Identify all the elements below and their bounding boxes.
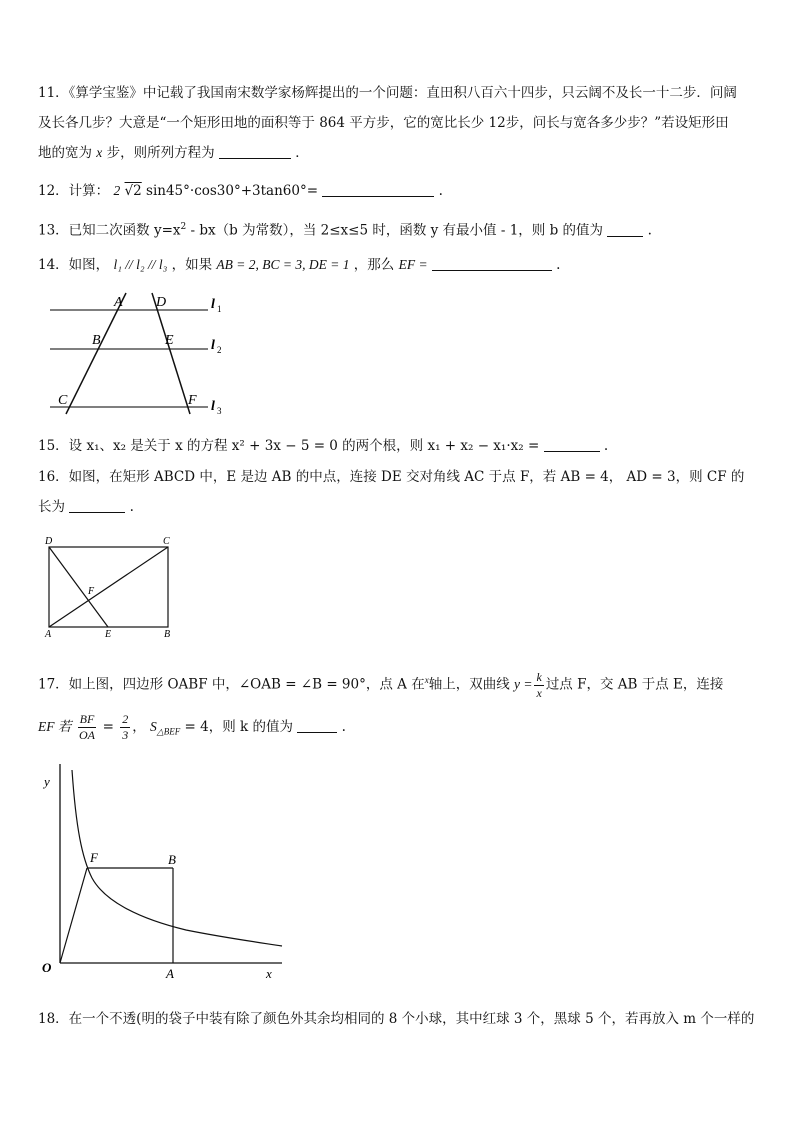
q14-text: . bbox=[556, 257, 561, 273]
q17-equals: = bbox=[102, 718, 114, 735]
q14-parallel: l₁ // l₂ // l₃ bbox=[113, 257, 168, 272]
question-12 bbox=[38, 176, 758, 206]
segment-de bbox=[49, 547, 108, 627]
q12-text: 12．计算： bbox=[38, 183, 110, 199]
denominator-3: 3 bbox=[122, 727, 129, 742]
label-l2-sub: 2 bbox=[217, 345, 222, 355]
transversal-ac bbox=[66, 293, 126, 414]
label-b: B bbox=[164, 629, 171, 640]
label-f: F bbox=[90, 850, 98, 865]
label-b: B bbox=[168, 852, 176, 867]
q12-line bbox=[38, 176, 758, 206]
q15-text: . bbox=[603, 438, 609, 454]
q11-var-x: x bbox=[96, 145, 103, 160]
hyperbola-curve bbox=[72, 770, 282, 946]
label-e: E bbox=[105, 629, 112, 640]
q17-text: 轴上，双曲线 bbox=[428, 676, 510, 693]
q17-area-sub: △BEF bbox=[156, 726, 181, 737]
q11-text: ． bbox=[295, 145, 309, 161]
q17-y-eq: y = bbox=[514, 676, 533, 692]
q14-ef: EF = bbox=[398, 257, 428, 272]
q16-text: 长为 bbox=[38, 499, 65, 515]
label-c: C bbox=[58, 393, 68, 408]
answer-blank[interactable] bbox=[69, 498, 125, 513]
label-l3: l bbox=[211, 399, 215, 414]
label-o: O bbox=[42, 960, 52, 975]
label-c: C bbox=[163, 536, 170, 547]
q12-sqrt: √2 bbox=[124, 183, 142, 199]
label-x: x bbox=[266, 966, 272, 981]
q11-text: 步，则所列方程为 bbox=[106, 145, 215, 161]
answer-blank[interactable] bbox=[297, 718, 337, 733]
label-f: F bbox=[88, 586, 95, 597]
question-16 bbox=[38, 462, 758, 522]
question-18 bbox=[38, 1004, 758, 1034]
q17-area-s: S bbox=[150, 718, 157, 734]
q17-line-2 bbox=[38, 703, 758, 756]
q17-text: EF 若 bbox=[38, 718, 72, 734]
question-11 bbox=[38, 78, 758, 168]
transversal-df bbox=[152, 293, 190, 414]
q12-expr: sin45°·cos30°+3tan60°= bbox=[146, 183, 319, 199]
q14-text: ，那么 bbox=[353, 257, 395, 273]
fraction-bf-over-oa bbox=[78, 712, 97, 743]
q17-text: ， bbox=[132, 718, 146, 735]
q17-text: 过点 F，交 AB 于点 E，连接 bbox=[545, 676, 724, 693]
denominator-oa: OA bbox=[79, 727, 95, 742]
figure-16-rectangle bbox=[40, 534, 190, 640]
label-f: F bbox=[188, 393, 197, 408]
label-l1: l bbox=[211, 297, 215, 312]
q18-line-1: 18．在一个不透(明的袋子中装有除了颜色外其余均相同的 8 个小球，其中红球 3 个，黑球 5 个，若再放入 m 个一样的 bbox=[38, 1011, 755, 1027]
q13-exponent: 2 bbox=[180, 222, 187, 232]
answer-blank[interactable] bbox=[219, 144, 291, 159]
label-d: D bbox=[156, 295, 167, 310]
label-a: A bbox=[114, 295, 123, 310]
q16-line-1: 16．如图，在矩形 ABCD 中，E 是边 AB 的中点，连接 DE 交对角线 AC 于点 F，若 AB = 4， AD = 3，则 CF 的 bbox=[38, 469, 745, 485]
q17-text: . bbox=[341, 718, 346, 735]
answer-blank[interactable] bbox=[322, 182, 434, 197]
answer-blank[interactable] bbox=[544, 437, 600, 452]
label-d: D bbox=[45, 536, 53, 547]
q11-line-3 bbox=[38, 138, 758, 168]
q12-coef: 2 bbox=[113, 183, 121, 198]
question-17 bbox=[38, 662, 758, 755]
q11-line-1: 11．《算学宝鉴》中记载了我国南宋数学家杨辉提出的一个问题：直田积八百六十四步，只云阔不及长一十二步．问阔 bbox=[38, 85, 737, 101]
label-a: A bbox=[45, 629, 52, 640]
q13-text: 13．已知二次函数 y=x bbox=[38, 222, 181, 239]
denominator-x: x bbox=[536, 685, 542, 700]
label-y: y bbox=[44, 774, 50, 789]
q17-text: = 4，则 k 的值为 bbox=[184, 718, 293, 735]
q14-given: AB = 2, BC = 3, DE = 1 bbox=[216, 257, 350, 272]
q15-line bbox=[38, 431, 758, 461]
q16-text: . bbox=[129, 499, 134, 515]
q14-line bbox=[38, 250, 758, 280]
segment-of bbox=[60, 868, 87, 963]
question-15 bbox=[38, 431, 758, 461]
fraction-2-over-3 bbox=[120, 712, 130, 743]
label-a: A bbox=[166, 966, 174, 981]
question-13 bbox=[38, 212, 758, 246]
label-b: B bbox=[92, 333, 101, 348]
numerator-2: 2 bbox=[122, 711, 129, 726]
q13-line bbox=[38, 212, 758, 246]
label-l1-sub: 1 bbox=[217, 304, 222, 314]
q11-line-2: 及长各几步？大意是“一个矩形田地的面积等于 864 平方步，它的宽比长少 12步，问长与宽各多少步？”若设矩形田 bbox=[38, 115, 729, 131]
label-l2: l bbox=[211, 338, 215, 353]
q17-text: 17．如上图，四边形 OABF 中，∠OAB = ∠B = 90°，点 A 在 bbox=[38, 676, 425, 693]
answer-blank[interactable] bbox=[607, 222, 643, 237]
question-14 bbox=[38, 250, 758, 280]
q17-axis-x: x bbox=[424, 675, 429, 685]
label-l3-sub: 3 bbox=[217, 406, 222, 416]
figure-17-hyperbola bbox=[36, 758, 292, 984]
q15-text: 15．设 x₁、x₂ 是关于 x 的方程 x² + 3x − 5 = 0 的两个根，则 x₁ + x₂ − x₁·x₂ = bbox=[38, 438, 540, 454]
numerator-k: k bbox=[536, 669, 542, 684]
q14-text: 14．如图， bbox=[38, 257, 110, 273]
fraction-k-over-x bbox=[534, 670, 543, 701]
figure-14-parallel-lines bbox=[40, 288, 240, 420]
label-e: E bbox=[165, 333, 174, 348]
numerator-bf: BF bbox=[79, 711, 95, 726]
q16-line-2 bbox=[38, 492, 758, 522]
q13-text: . bbox=[647, 222, 652, 239]
q13-text: - bx（b 为常数），当 2≤x≤5 时，函数 y 有最小值 - 1，则 b 的值为 bbox=[186, 222, 604, 239]
q14-text: ，如果 bbox=[171, 257, 213, 273]
q11-text: 地的宽为 bbox=[38, 145, 92, 161]
answer-blank[interactable] bbox=[432, 256, 552, 271]
q12-text: . bbox=[438, 183, 443, 199]
diagonal-ac bbox=[49, 547, 168, 627]
q17-line-1 bbox=[38, 662, 758, 703]
